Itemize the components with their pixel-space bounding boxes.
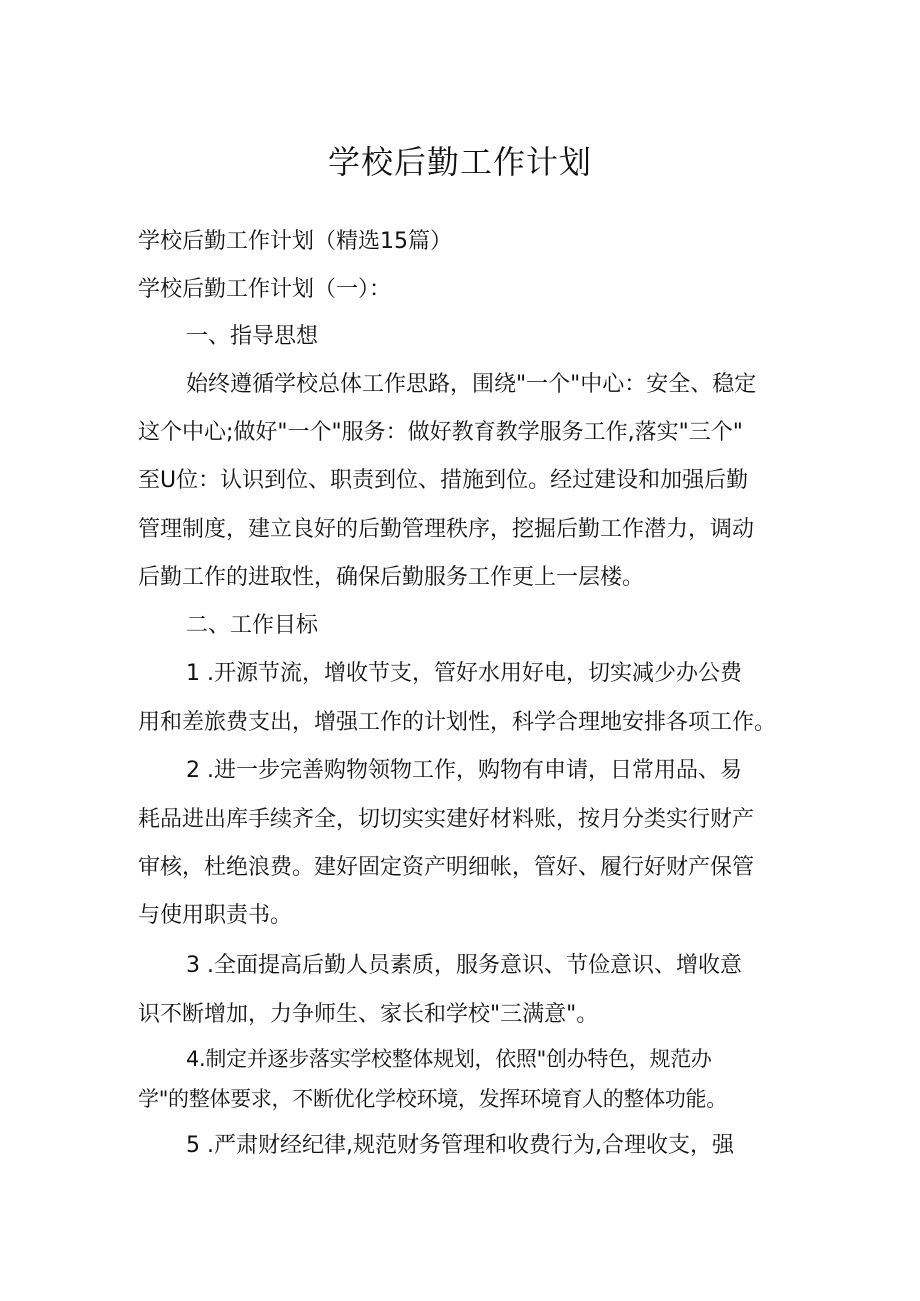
heading-guiding-thought: 一、指导思想 [186,324,319,349]
paragraph-line: 3 .全面提高后勤人员素质，服务意识、节俭意识、增收意 [186,953,742,978]
paragraph-line: 学"的整体要求，不断优化学校环境，发挥环境育人的整体功能。 [138,1087,727,1111]
paragraph-line: 4.制定并逐步落实学校整体规划，依照"创办特色，规范办 [186,1047,712,1071]
paragraph-line: 这个中心;做好"一个"服务：做好教育教学服务工作,落实"三个" [138,420,743,445]
paragraph-line: 5 .严肃财经纪律,规范财务管理和收费行为,合理收支，强 [186,1133,734,1158]
paragraph-line: 后勤工作的进取性，确保后勤服务工作更上一层楼。 [138,565,645,590]
paragraph-line: 管理制度，建立良好的后勤管理秩序，挖掘后勤工作潜力，调动 [138,517,755,542]
paragraph-line: 始终遵循学校总体工作思路，围绕"一个"中心：安全、稳定 [186,372,757,397]
heading-work-goals: 二、工作目标 [186,613,319,638]
paragraph-line: 至U位：认识到位、职责到位、措施到位。经过建设和加强后勤 [138,468,749,493]
subtitle-line: 学校后勤工作计划（精选15篇） [138,229,452,254]
paragraph-line: 与使用职责书。 [138,903,293,928]
section-heading-line: 学校后勤工作计划（一）： [138,277,392,302]
paragraph-line: 2 .进一步完善购物领物工作，购物有申请，日常用品、易 [186,758,742,783]
paragraph-line: 审核，杜绝浪费。建好固定资产明细帐，管好、履行好财产保管 [138,855,755,880]
paragraph-line: 用和差旅费支出，增强工作的计划性，科学合理地安排各项工作。 [138,710,777,735]
paragraph-line: 识不断增加，力争师生、家长和学校"三满意"。 [138,1002,599,1027]
paragraph-line: 1 .开源节流，增收节支，管好水用好电，切实减少办公费 [186,661,742,686]
paragraph-line: 耗品进出库手续齐全，切切实实建好材料账，按月分类实行财产 [138,807,755,832]
document-title: 学校后勤工作计划 [327,143,592,181]
